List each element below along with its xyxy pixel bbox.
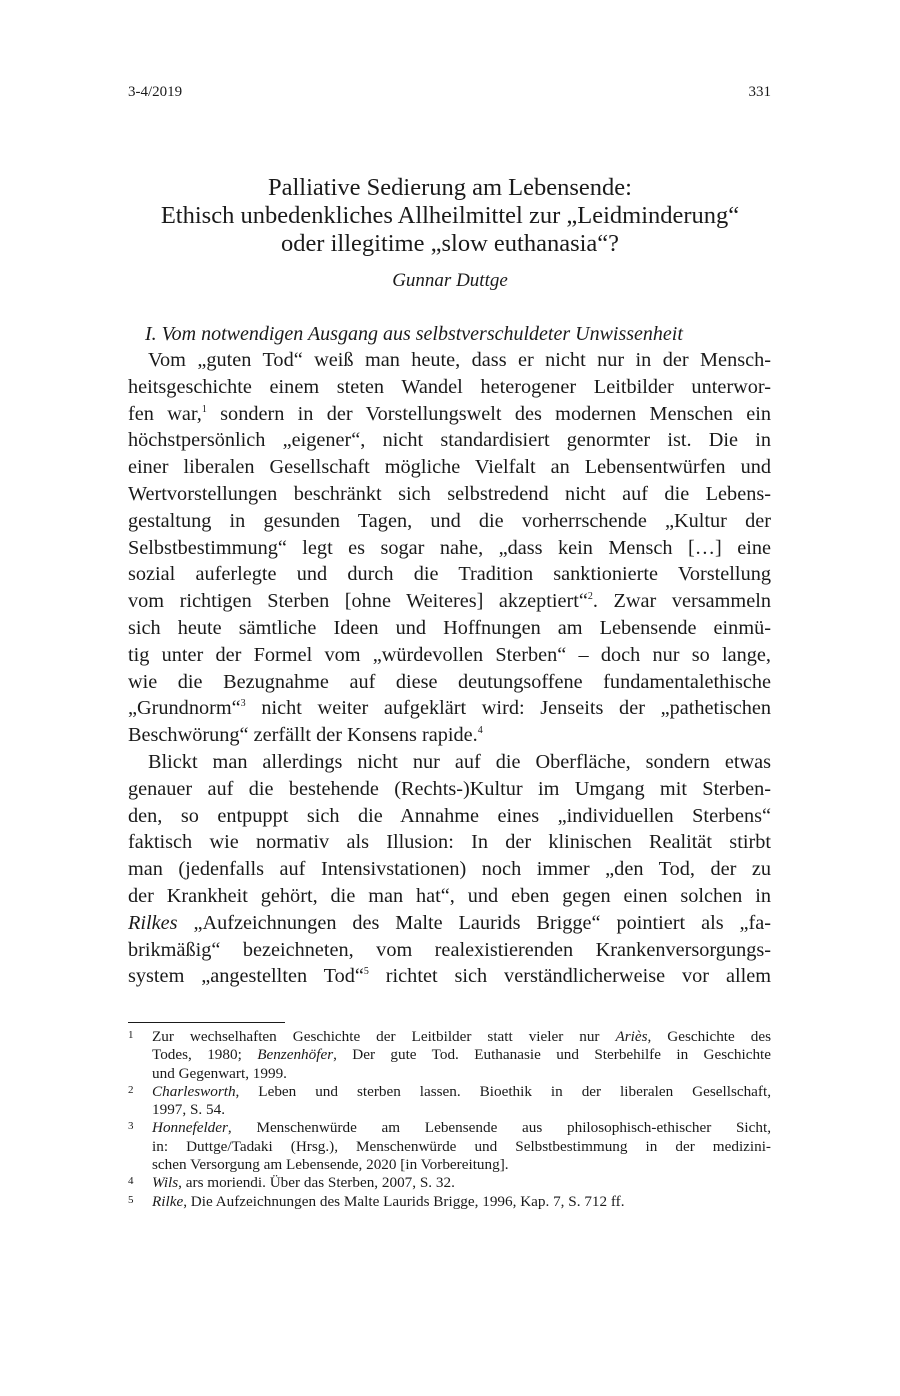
text-line: vom richtigen Sterben [ohne Weiteres] akzeptiert“$^2$. Zwar versammeln — [128, 590, 771, 613]
text-line: Wertvorstellungen beschränkt sich selbstredend nicht auf die Lebens- — [128, 482, 771, 505]
text-line: heitsgeschichte einem steten Wandel heterogener Leitbilder unterwor- — [128, 375, 771, 398]
running-header — [128, 84, 771, 101]
footnote-ref[interactable]: 4 — [477, 725, 483, 737]
text-line: Selbstbestimmung“ legt es sogar nahe, „dass kein Mensch […] eine — [128, 536, 771, 559]
text-line: genauer auf die bestehende (Rechts-)Kultur im Umgang mit Sterben- — [128, 777, 771, 800]
page-number: 331 — [748, 84, 771, 100]
issue-label: 3-4/2019 — [128, 84, 183, 100]
text-line: Vom „guten Tod“ weiß man heute, dass er nicht nur in der Mensch- — [148, 349, 771, 371]
text-line: wie die Bezugnahme auf diese deutungsoffene fundamentalethische — [128, 670, 771, 693]
text-line: Beschwörung“ zerfällt der Konsens rapide.$^4$ — [128, 724, 483, 747]
title-line: Ethisch unbedenkliches Allheilmittel zur „Leidminderung“ — [160, 202, 740, 229]
text-line: höchstpersönlich „eigener“, nicht standardisiert genormter ist. Die in — [128, 429, 771, 452]
footnote: 2 Charlesworth, Leben und sterben lassen. Bioethik in der liberalen Gesellschaft, 1997, S. 54. — [128, 1082, 771, 1119]
text-line: Rilkes „Aufzeichnungen des Malte Laurids Brigge“ pointiert als „fa- — [128, 911, 771, 934]
footnote-ref[interactable]: 2 — [587, 591, 593, 603]
footnote-ref[interactable]: 1 — [201, 403, 207, 415]
text-line: system „angestellten Tod“$^5$ richtet sich verständlicherweise vor allem — [128, 965, 771, 988]
text-line: sich heute sämtliche Ideen und Hoffnungen am Lebensende einmü- — [128, 616, 771, 639]
author-name: Gunnar Duttge — [392, 270, 508, 291]
article-title — [100, 174, 800, 258]
footnote-number: 4 — [128, 1175, 134, 1188]
text-line: „Grundnorm“$^3$ nicht weiter aufgeklärt wird: Jenseits der „pathetischen — [128, 697, 771, 720]
text-line: faktisch wie normativ als Illusion: In der klinischen Realität stirbt — [128, 831, 771, 854]
footnote: 3 Honnefelder, Menschenwürde am Lebensende aus philosophisch-ethischer Sicht, in: Duttge/Tadaki (Hrsg.), Menschenwürde und Selbstbestimmung in der medizini- schen Versorgung am Lebensende, 2020 [in Vorbereitung]. — [128, 1119, 771, 1174]
text-line: fen war,$^1$ sondern in der Vorstellungswelt des modernen Menschen ein — [128, 402, 771, 425]
text-line: den, so entpuppt sich die Annahme eines „individuellen Sterbens“ — [128, 804, 771, 827]
title-line: Palliative Sedierung am Lebensende: — [268, 174, 632, 201]
footnote-number: 1 — [128, 1029, 134, 1041]
footnote-number: 3 — [128, 1120, 134, 1133]
text-line: tig unter der Formel vom „würdevollen Sterben“ – doch nur so lange, — [128, 643, 771, 666]
footnote-ref[interactable]: 3 — [240, 698, 246, 710]
footnote: 1 Zur wechselhaften Geschichte der Leitbilder statt vieler nur Ariès, Geschichte des Todes, 1980; Benzenhöfer, Der gute Tod. Euthanasie und Sterbehilfe in Geschichte und Gegenwart, 1999. — [128, 1028, 771, 1082]
footnote-divider — [128, 1022, 285, 1023]
title-line: oder illegitime „slow euthanasia“? — [280, 230, 620, 257]
footnote-number: 2 — [128, 1083, 134, 1096]
footnote-number: 5 — [128, 1193, 134, 1206]
text-line: brikmäßig“ bezeichneten, vom realexistierenden Krankenversorgungs- — [128, 938, 771, 961]
section-heading: I. Vom notwendigen Ausgang aus selbstverschuldeter Unwissenheit — [145, 323, 683, 345]
text-line: der Krankheit gehört, die man hat“, und eben gegen einen solchen in — [128, 884, 771, 907]
text-line: man (jedenfalls auf Intensivstationen) noch immer „den Tod, der zu — [128, 858, 771, 881]
footnotes — [128, 1028, 771, 1211]
body-text — [128, 347, 771, 990]
text-line: gestaltung in gesunden Tagen, und die vorherrschende „Kultur der — [128, 509, 771, 532]
footnote: 4 Wils, ars moriendi. Über das Sterben, 2007, S. 32. — [128, 1174, 455, 1192]
footnote-ref[interactable]: 5 — [363, 966, 369, 978]
text-line: einer liberalen Gesellschaft mögliche Vielfalt an Lebensentwürfen und — [128, 456, 771, 479]
footnote: 5 Rilke, Die Aufzeichnungen des Malte Laurids Brigge, 1996, Kap. 7, S. 712 ff. — [128, 1192, 625, 1210]
text-line: sozial auferlegte und durch die Tradition sanktionierte Vorstellung — [128, 563, 771, 586]
text-line: Blickt man allerdings nicht nur auf die Oberfläche, sondern etwas — [148, 750, 771, 773]
